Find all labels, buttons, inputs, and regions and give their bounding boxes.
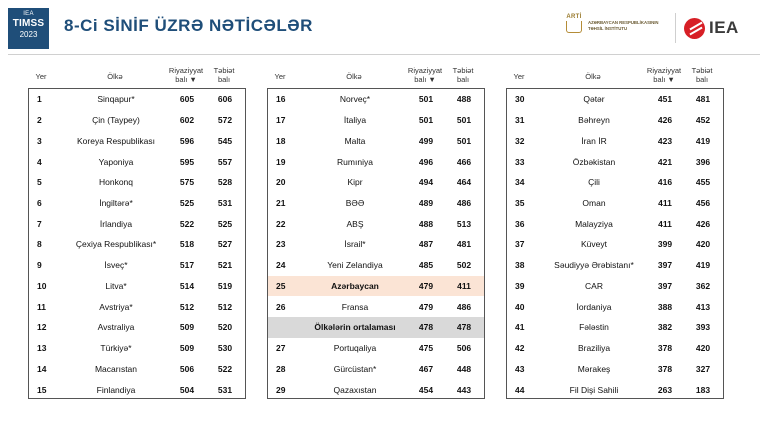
rank-cell: 44	[515, 384, 525, 395]
science-score-cell: 506	[456, 343, 472, 354]
column-header-rank: Yer	[274, 72, 286, 81]
math-score-cell: 517	[179, 260, 195, 271]
math-score-cell: 522	[179, 218, 195, 229]
science-score-cell: 426	[695, 218, 711, 229]
column-header-math-score: Riyaziyyat balı ▼	[646, 66, 682, 84]
math-score-cell: 509	[179, 343, 195, 354]
table-row	[268, 172, 484, 193]
country-cell: Portuqaliya	[333, 343, 377, 354]
math-score-cell: 421	[657, 156, 673, 167]
science-score-cell: 464	[456, 177, 472, 188]
science-score-cell: 488	[456, 94, 472, 105]
rank-cell: 25	[276, 280, 286, 291]
science-score-cell: 512	[217, 301, 233, 312]
table-row	[507, 130, 723, 151]
math-score-cell: 382	[657, 322, 673, 333]
math-score-cell: 501	[418, 94, 434, 105]
column-header-country: Ölkə	[107, 72, 123, 81]
table-row	[29, 359, 245, 380]
rank-cell: 42	[515, 343, 525, 354]
math-score-cell: 378	[657, 363, 673, 374]
rank-cell: 31	[515, 115, 525, 126]
math-score-cell: 399	[657, 239, 673, 250]
rank-cell: 38	[515, 260, 525, 271]
country-cell: İngiltərə*	[99, 198, 133, 209]
science-score-cell: 486	[456, 198, 472, 209]
science-score-cell: 466	[456, 156, 472, 167]
table-row	[268, 234, 484, 255]
math-score-cell: 426	[657, 115, 673, 126]
science-score-cell: 606	[217, 94, 233, 105]
country-cell: Fil Dişi Sahili	[569, 384, 619, 395]
table-row	[268, 193, 484, 214]
table-row	[507, 234, 723, 255]
country-cell: Çexiya Respublikası*	[75, 239, 157, 250]
table-row	[507, 296, 723, 317]
science-score-cell: 420	[695, 239, 711, 250]
math-score-cell: 397	[657, 260, 673, 271]
science-score-cell: 502	[456, 260, 472, 271]
table-row	[29, 276, 245, 297]
table-row	[29, 89, 245, 110]
math-score-cell: 475	[418, 343, 434, 354]
country-cell: Mərakeş	[577, 363, 611, 374]
math-score-cell: 416	[657, 177, 673, 188]
rank-cell: 6	[37, 198, 42, 209]
science-score-cell: 420	[695, 343, 711, 354]
math-score-cell: 478	[418, 322, 434, 333]
country-cell: Norveç*	[339, 94, 371, 105]
rank-cell: 21	[276, 198, 286, 209]
math-score-cell: 378	[657, 343, 673, 354]
math-score-cell: 467	[418, 363, 434, 374]
science-score-cell: 557	[217, 156, 233, 167]
table-row	[29, 213, 245, 234]
science-score-cell: 486	[456, 301, 472, 312]
arti-name-line2: TƏHSİL İNSTİTUTU	[588, 26, 628, 31]
math-score-cell: 488	[418, 218, 434, 229]
rank-cell: 14	[37, 363, 47, 374]
science-score-cell: 419	[695, 260, 711, 271]
country-cell: Qazaxıstan	[333, 384, 377, 395]
table-row	[29, 110, 245, 131]
science-score-cell: 481	[695, 94, 711, 105]
math-score-cell: 494	[418, 177, 434, 188]
rank-cell: 3	[37, 135, 42, 146]
math-score-cell: 485	[418, 260, 434, 271]
results-panel-2	[267, 88, 485, 399]
table-row	[268, 89, 484, 110]
table-row	[268, 255, 484, 276]
table-row	[507, 359, 723, 380]
rank-cell: 9	[37, 260, 42, 271]
country-cell: Avstriya*	[99, 301, 133, 312]
logo-divider	[675, 13, 676, 43]
iea-globe-icon	[684, 18, 705, 39]
rank-cell: 4	[37, 156, 42, 167]
science-score-cell: 478	[456, 322, 472, 333]
table-row	[507, 172, 723, 193]
science-score-cell: 531	[217, 384, 233, 395]
science-score-cell: 396	[695, 156, 711, 167]
rank-cell: 29	[276, 384, 286, 395]
rank-cell: 22	[276, 218, 286, 229]
country-average-row	[268, 317, 484, 338]
country-cell: Çili	[588, 177, 600, 188]
timss-2023-logo	[8, 8, 49, 49]
country-cell: Malayziya	[575, 218, 613, 229]
table-row	[268, 130, 484, 151]
rank-cell: 17	[276, 115, 286, 126]
table-row	[29, 172, 245, 193]
table-row	[268, 338, 484, 359]
column-header-country: Ölkə	[585, 72, 601, 81]
math-score-cell: 454	[418, 384, 434, 395]
table-row	[268, 379, 484, 400]
science-score-cell: 527	[217, 239, 233, 250]
highlighted-row-azerbaijan	[268, 276, 484, 297]
rank-cell: 23	[276, 239, 286, 250]
table-row	[29, 193, 245, 214]
science-score-cell: 531	[217, 198, 233, 209]
country-cell: İsveç*	[104, 260, 128, 271]
rank-cell: 30	[515, 94, 525, 105]
table-row	[268, 213, 484, 234]
timss-badge-org: IEA	[23, 11, 34, 17]
country-cell: Gürcüstan*	[333, 363, 377, 374]
rank-cell: 28	[276, 363, 286, 374]
science-score-cell: 530	[217, 343, 233, 354]
math-score-cell: 263	[657, 384, 673, 395]
table-row	[507, 193, 723, 214]
rank-cell: 2	[37, 115, 42, 126]
science-score-cell: 545	[217, 135, 233, 146]
math-score-cell: 423	[657, 135, 673, 146]
page-title: 8-Ci SİNİF ÜZRƏ NƏTİCƏLƏR	[64, 16, 313, 35]
rank-cell: 8	[37, 239, 42, 250]
table-row	[507, 151, 723, 172]
timss-badge-year: 2023	[19, 30, 38, 39]
country-cell: Oman	[582, 198, 606, 209]
rank-cell: 18	[276, 135, 286, 146]
science-score-cell: 455	[695, 177, 711, 188]
arti-book-icon	[563, 14, 585, 33]
arti-name-line1: AZƏRBAYCAN RESPUBLİKASININ	[588, 20, 659, 25]
math-score-cell: 509	[179, 322, 195, 333]
country-cell: Azərbaycan	[331, 280, 379, 291]
arti-institute-name	[588, 20, 659, 32]
math-score-cell: 504	[179, 384, 195, 395]
math-score-cell: 518	[179, 239, 195, 250]
rank-cell: 39	[515, 280, 525, 291]
table-row	[29, 255, 245, 276]
math-score-cell: 575	[179, 177, 195, 188]
column-header-math-score: Riyaziyyat balı ▼	[168, 66, 204, 84]
table-row	[507, 338, 723, 359]
country-cell: Kipr	[347, 177, 363, 188]
rank-cell: 12	[37, 322, 47, 333]
timss-badge-name: TIMSS	[12, 18, 45, 29]
table-row	[507, 213, 723, 234]
country-cell: Sinqapur*	[97, 94, 135, 105]
rank-cell: 41	[515, 322, 525, 333]
country-cell: Ölkələrin ortalaması	[314, 322, 396, 333]
country-cell: BƏƏ	[345, 198, 365, 209]
math-score-cell: 602	[179, 115, 195, 126]
country-cell: ABŞ	[346, 218, 364, 229]
country-cell: Malta	[344, 135, 366, 146]
country-cell: İsrail*	[344, 239, 366, 250]
table-row	[29, 338, 245, 359]
science-score-cell: 411	[457, 280, 471, 291]
science-score-cell: 481	[456, 239, 472, 250]
table-row	[268, 359, 484, 380]
header-divider	[8, 54, 760, 55]
math-score-cell: 596	[179, 135, 195, 146]
math-score-cell: 411	[658, 198, 672, 209]
table-row	[268, 151, 484, 172]
table-row	[29, 151, 245, 172]
country-cell: Fələstin	[579, 322, 609, 333]
iea-wordmark: IEA	[709, 18, 739, 37]
math-score-cell: 506	[179, 363, 195, 374]
table-row	[507, 379, 723, 400]
table-row	[268, 296, 484, 317]
column-header-science-score: Təbiət balı	[691, 66, 713, 84]
science-score-cell: 452	[695, 115, 711, 126]
math-score-cell: 479	[418, 301, 434, 312]
table-row	[507, 89, 723, 110]
rank-cell: 5	[37, 177, 42, 188]
table-row	[268, 110, 484, 131]
country-cell: Braziliya	[577, 343, 611, 354]
country-cell: Rumıniya	[337, 156, 373, 167]
table-row	[29, 379, 245, 400]
column-header-math-score: Riyaziyyat balı ▼	[407, 66, 443, 84]
math-score-cell: 388	[657, 301, 673, 312]
country-cell: Qətər	[583, 94, 605, 105]
rank-cell: 13	[37, 343, 47, 354]
science-score-cell: 519	[217, 280, 233, 291]
country-cell: Səudiyyə Ərəbistanı*	[554, 260, 634, 271]
country-cell: Yaponiya	[98, 156, 134, 167]
rank-cell: 1	[37, 94, 42, 105]
science-score-cell: 443	[456, 384, 472, 395]
math-score-cell: 411	[658, 218, 672, 229]
rank-cell: 33	[515, 156, 525, 167]
science-score-cell: 525	[217, 218, 233, 229]
arti-mark-text: ARTİ	[566, 14, 582, 20]
math-score-cell: 605	[179, 94, 195, 105]
math-score-cell: 451	[657, 94, 673, 105]
rank-cell: 27	[276, 343, 286, 354]
rank-cell: 43	[515, 363, 525, 374]
country-cell: Koreya Respublikası	[77, 135, 155, 146]
column-header-rank: Yer	[513, 72, 525, 81]
science-score-cell: 183	[695, 384, 711, 395]
results-panel-3	[506, 88, 724, 399]
country-cell: Küveyt	[581, 239, 607, 250]
country-cell: CAR	[585, 280, 603, 291]
math-score-cell: 512	[179, 301, 195, 312]
country-cell: Fransa	[341, 301, 369, 312]
math-score-cell: 525	[179, 198, 195, 209]
science-score-cell: 327	[695, 363, 711, 374]
rank-cell: 36	[515, 218, 525, 229]
science-score-cell: 501	[456, 135, 472, 146]
rank-cell: 16	[276, 94, 286, 105]
science-score-cell: 528	[217, 177, 233, 188]
table-row	[507, 317, 723, 338]
table-row	[507, 110, 723, 131]
column-header-rank: Yer	[35, 72, 47, 81]
table-row	[29, 130, 245, 151]
country-cell: İtaliya	[343, 115, 367, 126]
science-score-cell: 393	[695, 322, 711, 333]
table-row	[507, 255, 723, 276]
rank-cell: 11	[37, 301, 46, 312]
results-panel-1	[28, 88, 246, 399]
science-score-cell: 513	[456, 218, 472, 229]
country-cell: Litva*	[105, 280, 127, 291]
table-row	[29, 234, 245, 255]
math-score-cell: 514	[179, 280, 195, 291]
math-score-cell: 595	[179, 156, 195, 167]
table-row	[507, 276, 723, 297]
iea-logo	[684, 15, 739, 41]
country-cell: Avstraliya	[97, 322, 135, 333]
country-cell: Çin (Taypey)	[92, 115, 140, 126]
rank-cell: 35	[515, 198, 525, 209]
rank-cell: 10	[37, 280, 47, 291]
country-cell: Bəhreyn	[578, 115, 610, 126]
science-score-cell: 522	[217, 363, 233, 374]
science-score-cell: 521	[217, 260, 233, 271]
math-score-cell: 397	[657, 280, 673, 291]
rank-cell: 37	[515, 239, 525, 250]
rank-cell: 15	[37, 384, 47, 395]
math-score-cell: 479	[418, 280, 434, 291]
column-header-science-score: Təbiət balı	[213, 66, 235, 84]
rank-cell: 19	[276, 156, 286, 167]
science-score-cell: 456	[695, 198, 711, 209]
table-row	[29, 296, 245, 317]
rank-cell: 26	[276, 301, 286, 312]
country-cell: İordaniya	[576, 301, 612, 312]
rank-cell: 24	[276, 260, 286, 271]
science-score-cell: 501	[456, 115, 472, 126]
math-score-cell: 496	[418, 156, 434, 167]
country-cell: Yeni Zelandiya	[327, 260, 383, 271]
rank-cell: 20	[276, 177, 286, 188]
math-score-cell: 499	[418, 135, 434, 146]
math-score-cell: 489	[418, 198, 434, 209]
science-score-cell: 520	[217, 322, 233, 333]
country-cell: Macarıstan	[94, 363, 138, 374]
country-cell: Özbəkistan	[572, 156, 616, 167]
math-score-cell: 501	[418, 115, 434, 126]
rank-cell: 32	[515, 135, 525, 146]
science-score-cell: 419	[695, 135, 711, 146]
country-cell: İran İR	[581, 135, 607, 146]
country-cell: İrlandiya	[99, 218, 133, 229]
table-row	[29, 317, 245, 338]
science-score-cell: 413	[695, 301, 711, 312]
science-score-cell: 572	[217, 115, 233, 126]
math-score-cell: 487	[418, 239, 434, 250]
column-header-country: Ölkə	[346, 72, 362, 81]
column-header-science-score: Təbiət balı	[452, 66, 474, 84]
rank-cell: 40	[515, 301, 525, 312]
science-score-cell: 448	[456, 363, 472, 374]
science-score-cell: 362	[695, 280, 711, 291]
arti-logo	[563, 14, 668, 42]
country-cell: Honkonq	[98, 177, 134, 188]
rank-cell: 34	[515, 177, 525, 188]
country-cell: Türkiyə*	[100, 343, 132, 354]
country-cell: Finlandiya	[96, 384, 136, 395]
rank-cell: 7	[37, 218, 42, 229]
